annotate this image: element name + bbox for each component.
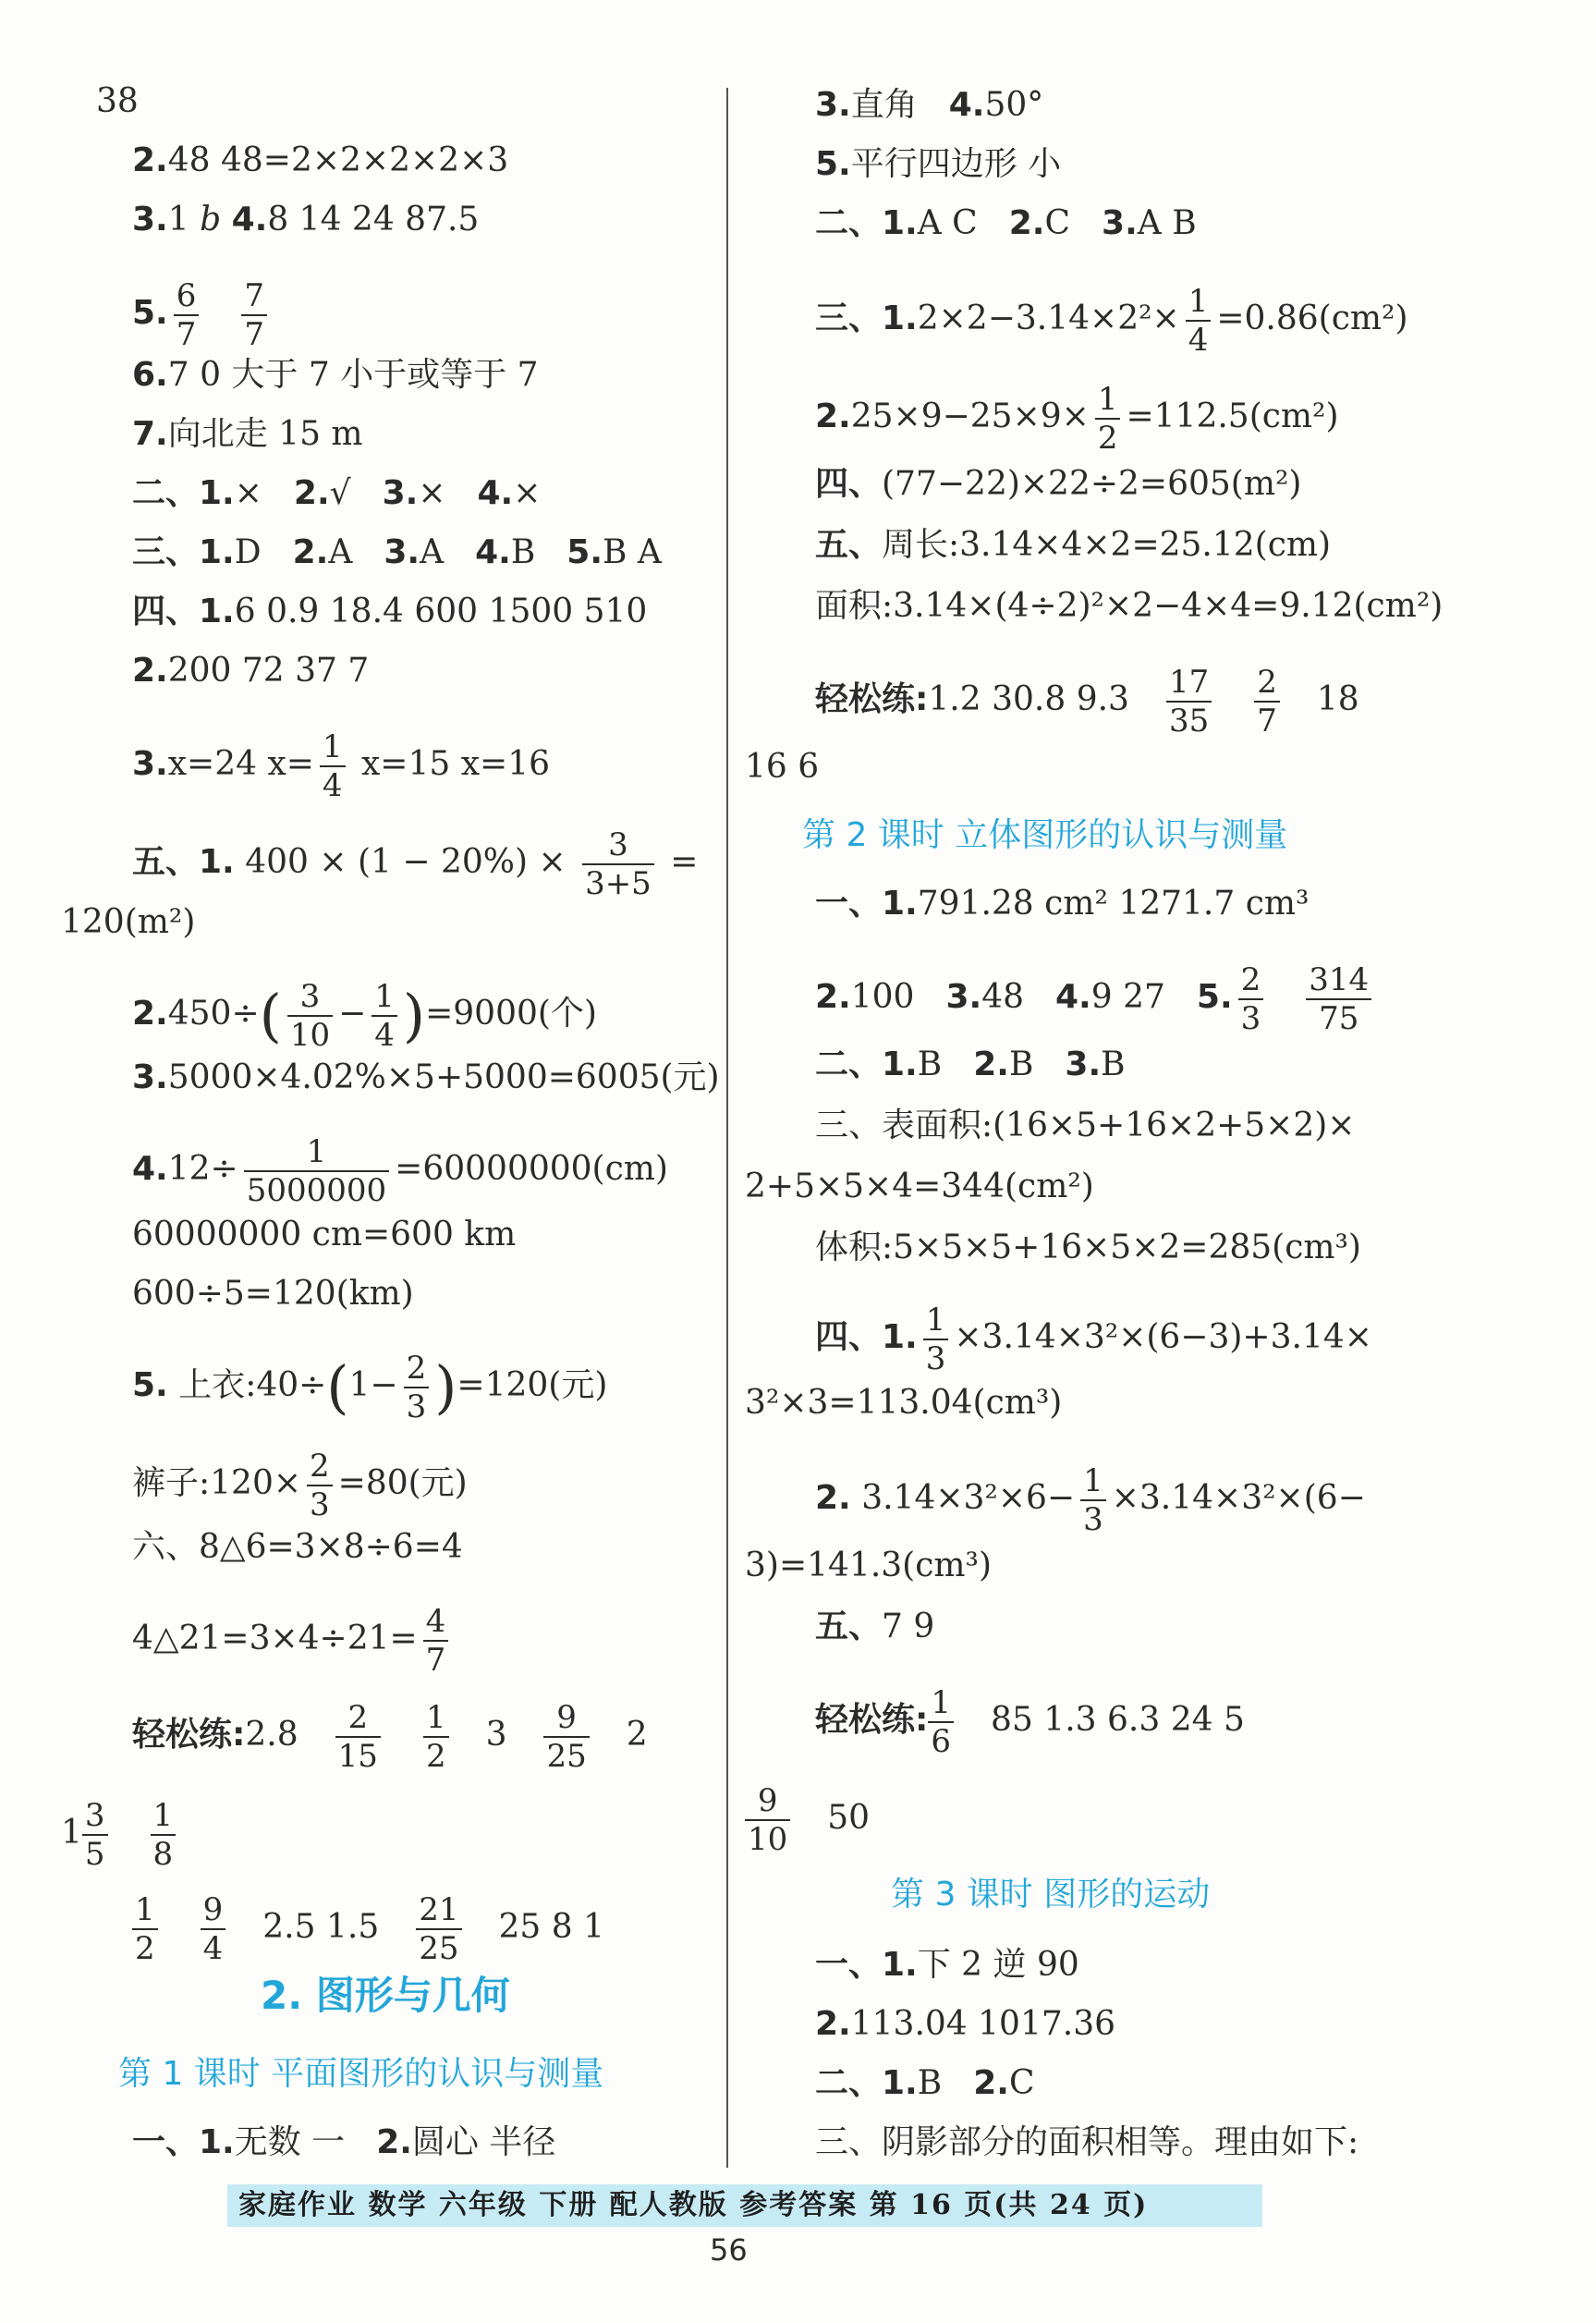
fraction: $\frac{1}{4}$ xyxy=(372,978,397,1054)
answer-line: 60000000 cm=600 km xyxy=(132,1216,517,1253)
answer-line: 五、周长:3.14×4×2=25.12(cm) xyxy=(815,526,1332,564)
answer-line: 5. $\frac{6}{7}$ $\frac{7}{7}$ xyxy=(132,277,273,353)
answer-line: 体积:5×5×5+16×5×2=285(cm³) xyxy=(815,1229,1361,1266)
answer-line: 面积:3.14×(4÷2)²×2−4×4=9.12(cm²) xyxy=(815,587,1444,625)
answer-line: 3)=141.3(cm³) xyxy=(745,1547,992,1584)
answer-line: $\frac{1}{2}$ $\frac{9}{4}$ 2.5 1.5 $\frac{21}{25}$ 25 8 1 xyxy=(132,1891,604,1967)
footer-banner: 家庭作业 数学 六年级 下册 配人教版 参考答案 第 16 页(共 24 页) xyxy=(227,2184,1262,2227)
fraction: $\frac{2}{3}$ xyxy=(1238,961,1264,1037)
page-number: 56 xyxy=(710,2232,748,2268)
answer-line: 5. 上衣:40÷(1− $\frac{2}{3}$ )=120(元) xyxy=(132,1350,608,1425)
answer-line: 3²×3=113.04(cm³) xyxy=(745,1384,1063,1422)
answer-line: 一、1.791.28 cm² 1271.7 cm³ xyxy=(815,885,1310,923)
fraction: $\frac{3}{10}$ xyxy=(287,978,333,1054)
lesson-heading: 第 2 课时 立体图形的认识与测量 xyxy=(802,816,1288,854)
answer-line: 3.5000×4.02%×5+5000=6005(元) xyxy=(132,1058,720,1096)
fraction: $\frac{1}{2}$ xyxy=(132,1891,158,1967)
fraction: $\frac{21}{25}$ xyxy=(416,1891,461,1967)
answer-line: 轻松练:1.2 30.8 9.3 $\frac{17}{35}$ $\frac{2}{7}$ 18 xyxy=(815,664,1359,740)
answer-line: 3.x=24 x= $\frac{1}{4}$ x=15 x=16 xyxy=(132,728,550,804)
section-heading: 2. 图形与几何 xyxy=(261,1973,510,2018)
answer-line: 3.1 b 4.8 14 24 87.5 xyxy=(132,201,480,238)
answer-line: 2.113.04 1017.36 xyxy=(815,2005,1116,2043)
answer-line: 三、1.2×2−3.14×2²× $\frac{1}{4}$ =0.86(cm²) xyxy=(815,283,1408,359)
fraction: $\frac{1}{8}$ xyxy=(151,1797,177,1873)
fraction: $\frac{6}{7}$ xyxy=(174,277,200,353)
fraction: $\frac{4}{7}$ xyxy=(423,1603,449,1679)
column-divider xyxy=(726,88,728,2168)
answer-line: $\frac{9}{10}$ 50 xyxy=(745,1782,870,1858)
answer-line: 5.平行四边形 小 xyxy=(815,145,1062,183)
answer-line: 轻松练:2.8 $\frac{2}{15}$ $\frac{1}{2}$ 3 $\frac{9}{25}$ 2 xyxy=(132,1699,648,1775)
answer-line: 2+5×5×4=344(cm²) xyxy=(745,1168,1094,1205)
answer-line: 2.100 3.48 4.9 27 5. $\frac{2}{3}$ $\frac{314}{75}$ xyxy=(815,961,1377,1037)
fraction: $\frac{1}{3}$ xyxy=(1080,1462,1106,1538)
answer-line: 裤子:120× $\frac{2}{3}$ =80(元) xyxy=(132,1448,468,1523)
fraction: $\frac{7}{7}$ xyxy=(241,277,267,353)
answer-line: 4.12÷ $\frac{1}{5000000}$ =60000000(cm) xyxy=(132,1133,668,1209)
fraction: $\frac{314}{75}$ xyxy=(1306,961,1371,1037)
answer-line: 三、1.D 2.A 3.A 4.B 5.B A xyxy=(132,533,662,571)
answer-line: 2.450÷( $\frac{3}{10}$ − $\frac{1}{4}$ )=9000(个) xyxy=(132,978,597,1054)
answer-line: 二、1.× 2.√ 3.× 4.× xyxy=(132,474,542,512)
fraction: $\frac{2}{15}$ xyxy=(335,1699,381,1775)
answer-line: 一、1.无数 一 2.圆心 半径 xyxy=(132,2123,556,2161)
answer-line: 16 6 xyxy=(745,748,820,786)
answer-line: 二、1.B 2.B 3.B xyxy=(815,1045,1126,1083)
lesson-heading: 第 3 课时 图形的运动 xyxy=(891,1876,1211,1913)
answer-line: 7.向北走 15 m xyxy=(132,415,363,453)
answer-line: 2.48 48=2×2×2×2×3 xyxy=(132,141,509,179)
answer-line: 四、(77−22)×22÷2=605(m²) xyxy=(815,465,1302,503)
fraction: $\frac{9}{25}$ xyxy=(543,1699,589,1775)
answer-line: 600÷5=120(km) xyxy=(132,1275,414,1313)
fraction: $\frac{1}{2}$ xyxy=(1095,381,1121,457)
answer-line: 四、1.6 0.9 18.4 600 1500 510 xyxy=(132,593,648,630)
answer-line: 四、1. $\frac{1}{3}$ ×3.14×3²×(6−3)+3.14× xyxy=(815,1302,1372,1377)
answer-line: 2.25×9−25×9× $\frac{1}{2}$ =112.5(cm²) xyxy=(815,381,1339,457)
fraction: $\frac{1}{4}$ xyxy=(1186,283,1212,359)
answer-line: 三、阴影部分的面积相等。理由如下: xyxy=(815,2123,1359,2161)
lesson-heading: 第 1 课时 平面图形的认识与测量 xyxy=(118,2055,604,2093)
answer-line: 38 xyxy=(96,82,139,120)
fraction: $\frac{9}{10}$ xyxy=(745,1782,790,1858)
answer-line: 五、1. 400 × (1 − 20%) × $\frac{3}{3+5}$ = xyxy=(132,826,699,902)
answer-line: 二、1.B 2.C xyxy=(815,2064,1035,2102)
answer-line: 五、7 9 xyxy=(815,1608,935,1645)
fraction: $\frac{17}{35}$ xyxy=(1166,664,1212,740)
fraction: $\frac{1}{2}$ xyxy=(423,1699,449,1775)
answer-line: 6.7 0 大于 7 小于或等于 7 xyxy=(132,356,539,394)
answer-line: 二、1.A C 2.C 3.A B xyxy=(815,204,1197,242)
answer-line: 4△21=3×4÷21= $\frac{4}{7}$ xyxy=(132,1603,454,1679)
answer-line: 1 $\frac{3}{5}$ $\frac{1}{8}$ xyxy=(61,1797,181,1873)
fraction: $\frac{2}{7}$ xyxy=(1254,664,1280,740)
fraction: $\frac{1}{6}$ xyxy=(928,1684,954,1760)
answer-line: 2. 3.14×3²×6− $\frac{1}{3}$ ×3.14×3²×(6− xyxy=(815,1462,1366,1538)
answer-line: 三、表面积:(16×5+16×2+5×2)× xyxy=(815,1106,1356,1144)
answer-line: 一、1.下 2 逆 90 xyxy=(815,1946,1079,1984)
answer-line: 3.直角 4.50° xyxy=(815,86,1044,124)
fraction: $\frac{9}{4}$ xyxy=(201,1891,226,1967)
fraction: $\frac{2}{3}$ xyxy=(307,1448,333,1523)
fraction: $\frac{2}{3}$ xyxy=(404,1350,430,1425)
fraction: $\frac{3}{5}$ xyxy=(82,1797,108,1873)
answer-line: 六、8△6=3×8÷6=4 xyxy=(132,1528,463,1566)
fraction: $\frac{1}{4}$ xyxy=(320,728,346,804)
fraction: $\frac{1}{3}$ xyxy=(923,1302,949,1377)
answer-line: 2.200 72 37 7 xyxy=(132,652,370,690)
fraction: $\frac{1}{5000000}$ xyxy=(244,1133,389,1209)
fraction: $\frac{3}{3+5}$ xyxy=(582,826,654,902)
answer-line: 120(m²) xyxy=(61,903,196,941)
answer-line: 轻松练: $\frac{1}{6}$ 85 1.3 6.3 24 5 xyxy=(815,1684,1245,1760)
